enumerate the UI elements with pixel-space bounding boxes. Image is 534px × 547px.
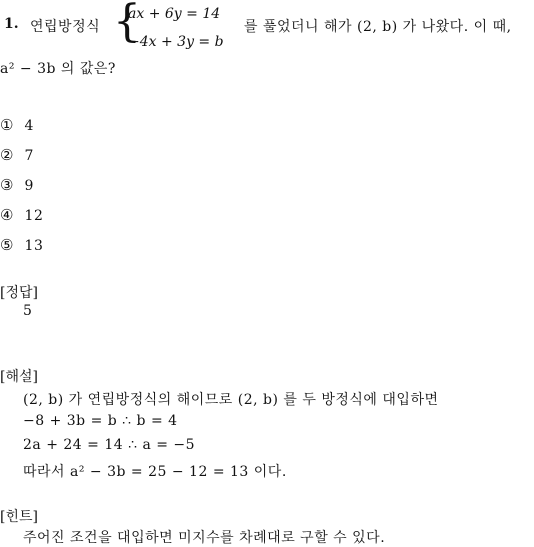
explanation-line: 따라서 a² − 3b = 25 − 12 = 13 이다.: [23, 464, 287, 480]
choice-item: [0, 235, 43, 254]
question-line-2: a² − 3b 의 값은?: [0, 61, 116, 77]
choice-item: [0, 175, 34, 194]
choice-item: [0, 115, 34, 134]
question-number: 1.: [4, 16, 19, 32]
equation-2: −4x + 3y = b: [128, 34, 224, 50]
choice-mark: ②: [0, 146, 14, 164]
explanation-line: (2, b) 가 연립방정식의 해이므로 (2, b) 를 두 방정식에 대입하면: [23, 392, 439, 408]
equation-1: ax + 6y = 14: [128, 6, 221, 22]
answer-heading: [정답]: [0, 285, 38, 301]
explanation-line: −8 + 3b = b ∴ b = 4: [23, 413, 178, 429]
explanation-heading: [해설]: [0, 369, 38, 385]
question-text-before: 연립방정식: [30, 19, 101, 35]
choice-mark: ①: [0, 116, 14, 134]
choice-mark: ③: [0, 176, 14, 194]
choice-value: 4: [24, 118, 34, 134]
hint-heading: [힌트]: [0, 509, 38, 525]
choice-mark: ⑤: [0, 236, 14, 254]
choice-item: [0, 145, 34, 164]
system-brace: {: [113, 0, 141, 47]
choice-value: 9: [24, 178, 34, 194]
choice-value: 7: [24, 148, 34, 164]
choice-value: 12: [24, 208, 44, 224]
hint-text: 주어진 조건을 대입하면 미지수를 차례대로 구할 수 있다.: [23, 530, 386, 546]
choice-mark: ④: [0, 206, 14, 224]
answer-value: 5: [23, 303, 33, 319]
choice-item: [0, 205, 43, 224]
explanation-line: 2a + 24 = 14 ∴ a = −5: [23, 437, 196, 453]
choice-value: 13: [24, 238, 44, 254]
question-text-after: 를 풀었더니 해가 (2, b) 가 나왔다. 이 때,: [244, 19, 512, 35]
